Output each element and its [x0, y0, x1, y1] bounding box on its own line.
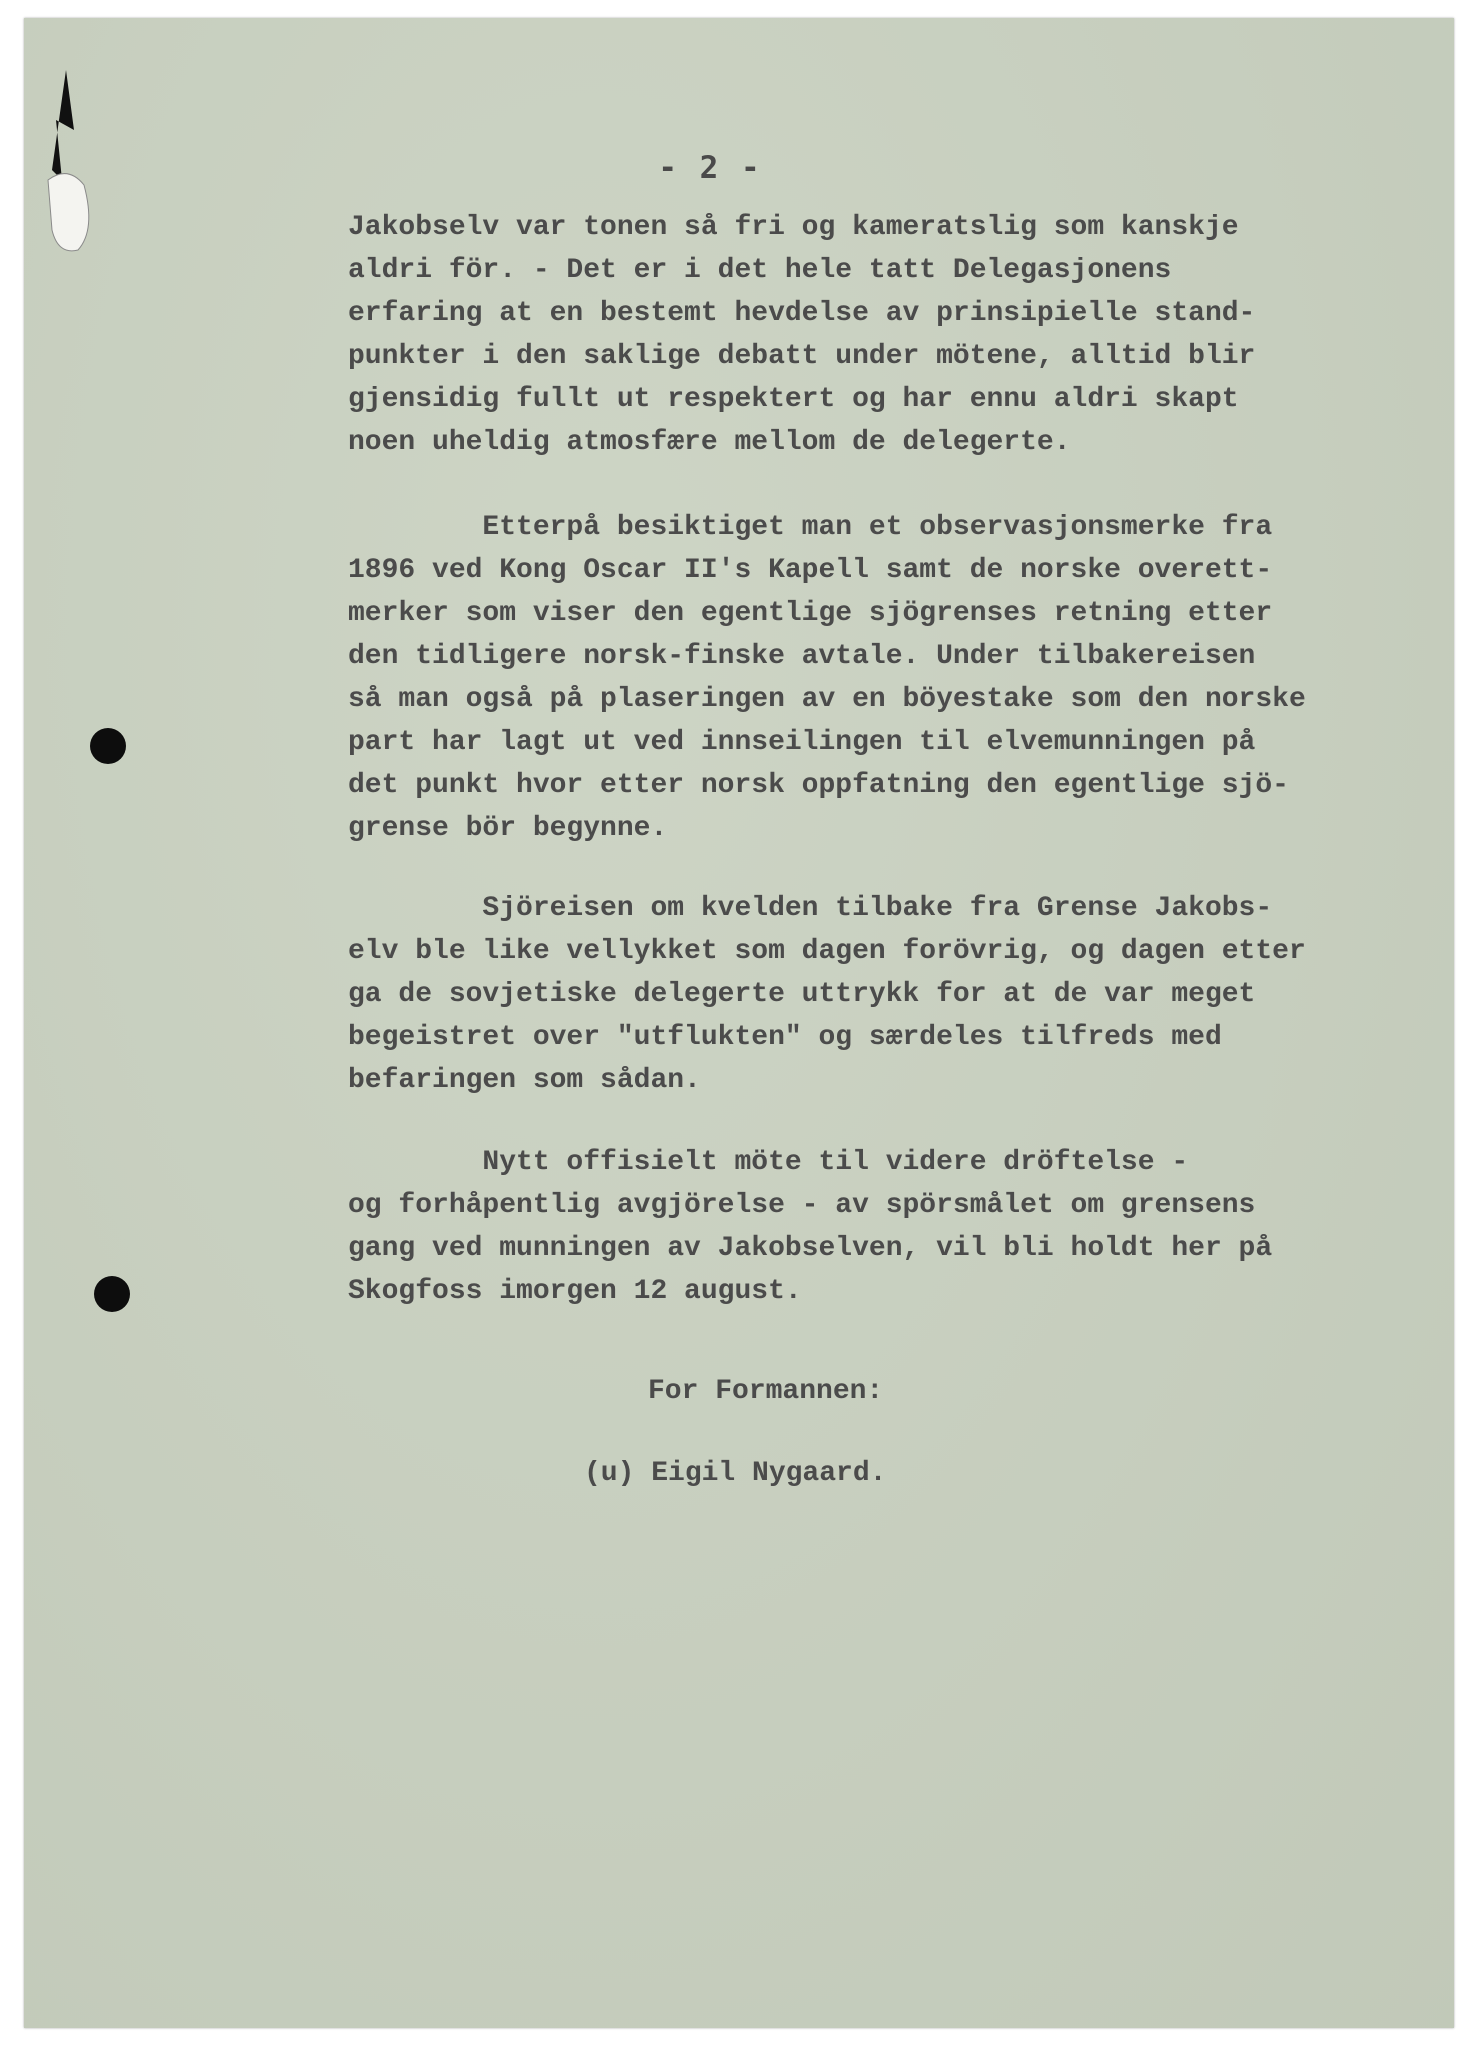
text-line: Nytt offisielt möte til videre dröftelse -: [348, 1147, 1189, 1178]
torn-corner-mark: [38, 70, 108, 270]
closing-line: For Formannen:: [648, 1376, 884, 1407]
text-line: Jakobselv var tonen så fri og kameratslig som kanskje: [348, 212, 1239, 243]
text-line: punkter i den saklige debatt under mötene, alltid blir: [348, 341, 1256, 372]
paragraph-2: [348, 506, 1358, 850]
text-line: 1896 ved Kong Oscar II's Kapell samt de norske overett-: [348, 555, 1273, 586]
text-line: gjensidig fullt ut respektert og har ennu aldri skapt: [348, 384, 1239, 415]
text-line: gang ved munningen av Jakobselven, vil bli holdt her på: [348, 1233, 1273, 1264]
text-line: den tidligere norsk-finske avtale. Under tilbakereisen: [348, 641, 1256, 672]
text-line: så man også på plaseringen av en böyestake som den norske: [348, 684, 1306, 715]
paragraph-4: [348, 1141, 1358, 1313]
page-number: - 2 -: [658, 150, 762, 186]
paragraph-3: [348, 887, 1358, 1102]
punch-hole-top: [90, 728, 126, 764]
text-line: det punkt hvor etter norsk oppfatning den egentlige sjö-: [348, 770, 1289, 801]
punch-hole-bottom: [94, 1276, 130, 1312]
paragraph-1: [348, 206, 1358, 464]
text-line: grense bör begynne.: [348, 813, 668, 844]
text-line: Sjöreisen om kvelden tilbake fra Grense Jakobs-: [348, 893, 1273, 924]
text-line: noen uheldig atmosfære mellom de delegerte.: [348, 427, 1071, 458]
text-line: erfaring at en bestemt hevdelse av prinsipielle stand-: [348, 298, 1256, 329]
text-line: begeistret over "utflukten" og særdeles tilfreds med: [348, 1022, 1222, 1053]
text-line: befaringen som sådan.: [348, 1065, 701, 1096]
text-line: elv ble like vellykket som dagen forövrig, og dagen etter: [348, 936, 1306, 967]
text-line: Skogfoss imorgen 12 august.: [348, 1276, 802, 1307]
text-line: og forhåpentlig avgjörelse - av spörsmålet om grensens: [348, 1190, 1256, 1221]
text-line: Etterpå besiktiget man et observasjonsmerke fra: [348, 512, 1273, 543]
text-line: part har lagt ut ved innseilingen til elvemunningen på: [348, 727, 1256, 758]
text-line: aldri för. - Det er i det hele tatt Delegasjonens: [348, 255, 1172, 286]
text-line: ga de sovjetiske delegerte uttrykk for at de var meget: [348, 979, 1256, 1010]
signature-line: (u) Eigil Nygaard.: [584, 1458, 887, 1489]
text-line: merker som viser den egentlige sjögrenses retning etter: [348, 598, 1273, 629]
